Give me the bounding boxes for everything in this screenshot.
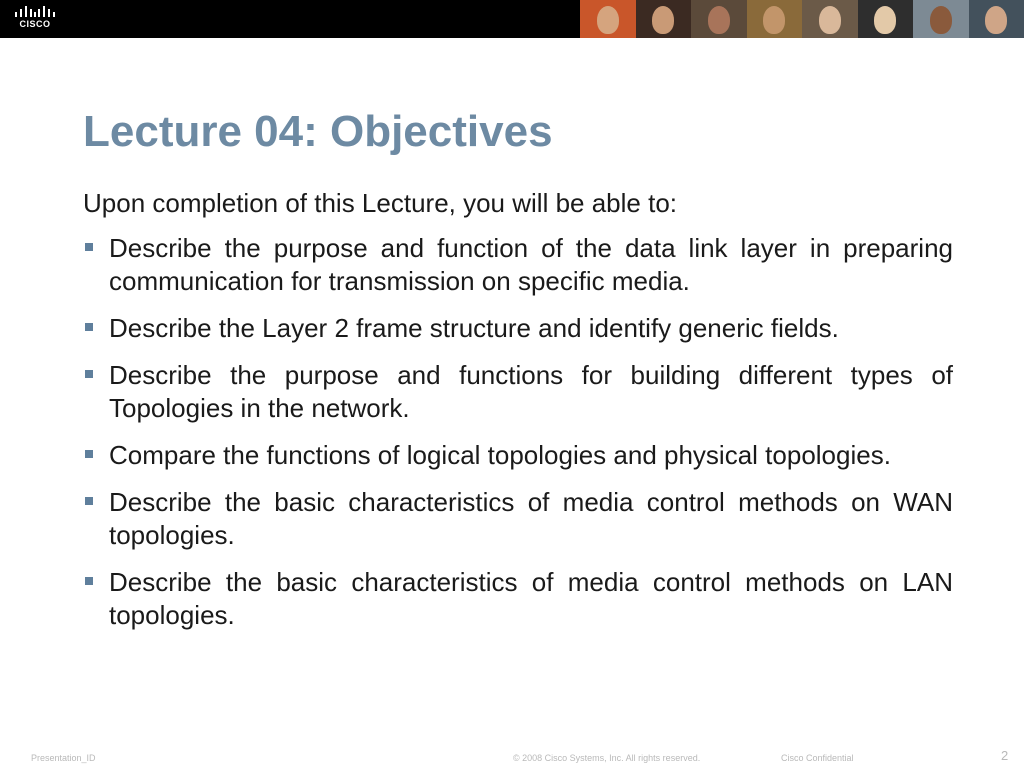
student-photo-2 (691, 0, 747, 38)
objective-item (83, 486, 953, 552)
student-photo-5 (858, 0, 914, 38)
texture-photo (580, 0, 636, 38)
objective-text: Describe the Layer 2 frame structure and identify generic fields. (109, 313, 839, 343)
objective-item (83, 312, 953, 345)
student-photo-3-face (763, 6, 785, 34)
confidential-label: Cisco Confidential (781, 753, 854, 763)
student-photo-6 (913, 0, 969, 38)
student-photo-7 (969, 0, 1024, 38)
photo-strip (580, 0, 1024, 38)
student-photo-2-face (708, 6, 730, 34)
student-photo-1-face (652, 6, 674, 34)
student-photo-4 (802, 0, 858, 38)
cisco-bars-icon (14, 6, 56, 18)
slide-title: Lecture 04: Objectives (83, 107, 553, 156)
cisco-logo-text: CISCO (19, 19, 51, 29)
objective-text: Describe the purpose and functions for building different types of Topologies in the network. (109, 360, 953, 423)
bullet-square-icon (85, 243, 93, 251)
slide-intro: Upon completion of this Lecture, you will be able to: (83, 188, 678, 218)
header-banner (0, 0, 1024, 38)
bullet-square-icon (85, 450, 93, 458)
student-photo-1 (636, 0, 692, 38)
student-photo-7-face (985, 6, 1007, 34)
student-photo-6-face (930, 6, 952, 34)
objective-text: Describe the basic characteristics of media control methods on LAN topologies. (109, 567, 953, 630)
student-photo-5-face (874, 6, 896, 34)
objective-item (83, 439, 953, 472)
objective-item (83, 232, 953, 298)
objective-text: Describe the purpose and function of the data link layer in preparing communication for transmission on specific media. (109, 233, 953, 296)
objective-text: Compare the functions of logical topologies and physical topologies. (109, 440, 891, 470)
copyright-notice: © 2008 Cisco Systems, Inc. All rights reserved. (513, 753, 701, 763)
bullet-square-icon (85, 370, 93, 378)
page-number: 2 (1001, 748, 1009, 763)
objectives-list (83, 232, 953, 646)
bullet-square-icon (85, 497, 93, 505)
student-photo-4-face (819, 6, 841, 34)
presentation-id: Presentation_ID (31, 753, 96, 763)
objective-item (83, 359, 953, 425)
bullet-square-icon (85, 577, 93, 585)
objective-text: Describe the basic characteristics of media control methods on WAN topologies. (109, 487, 953, 550)
texture-photo-face (597, 6, 619, 34)
slide-footer (0, 748, 1024, 768)
student-photo-3 (747, 0, 803, 38)
cisco-logo (12, 6, 58, 32)
bullet-square-icon (85, 323, 93, 331)
objective-item (83, 566, 953, 632)
